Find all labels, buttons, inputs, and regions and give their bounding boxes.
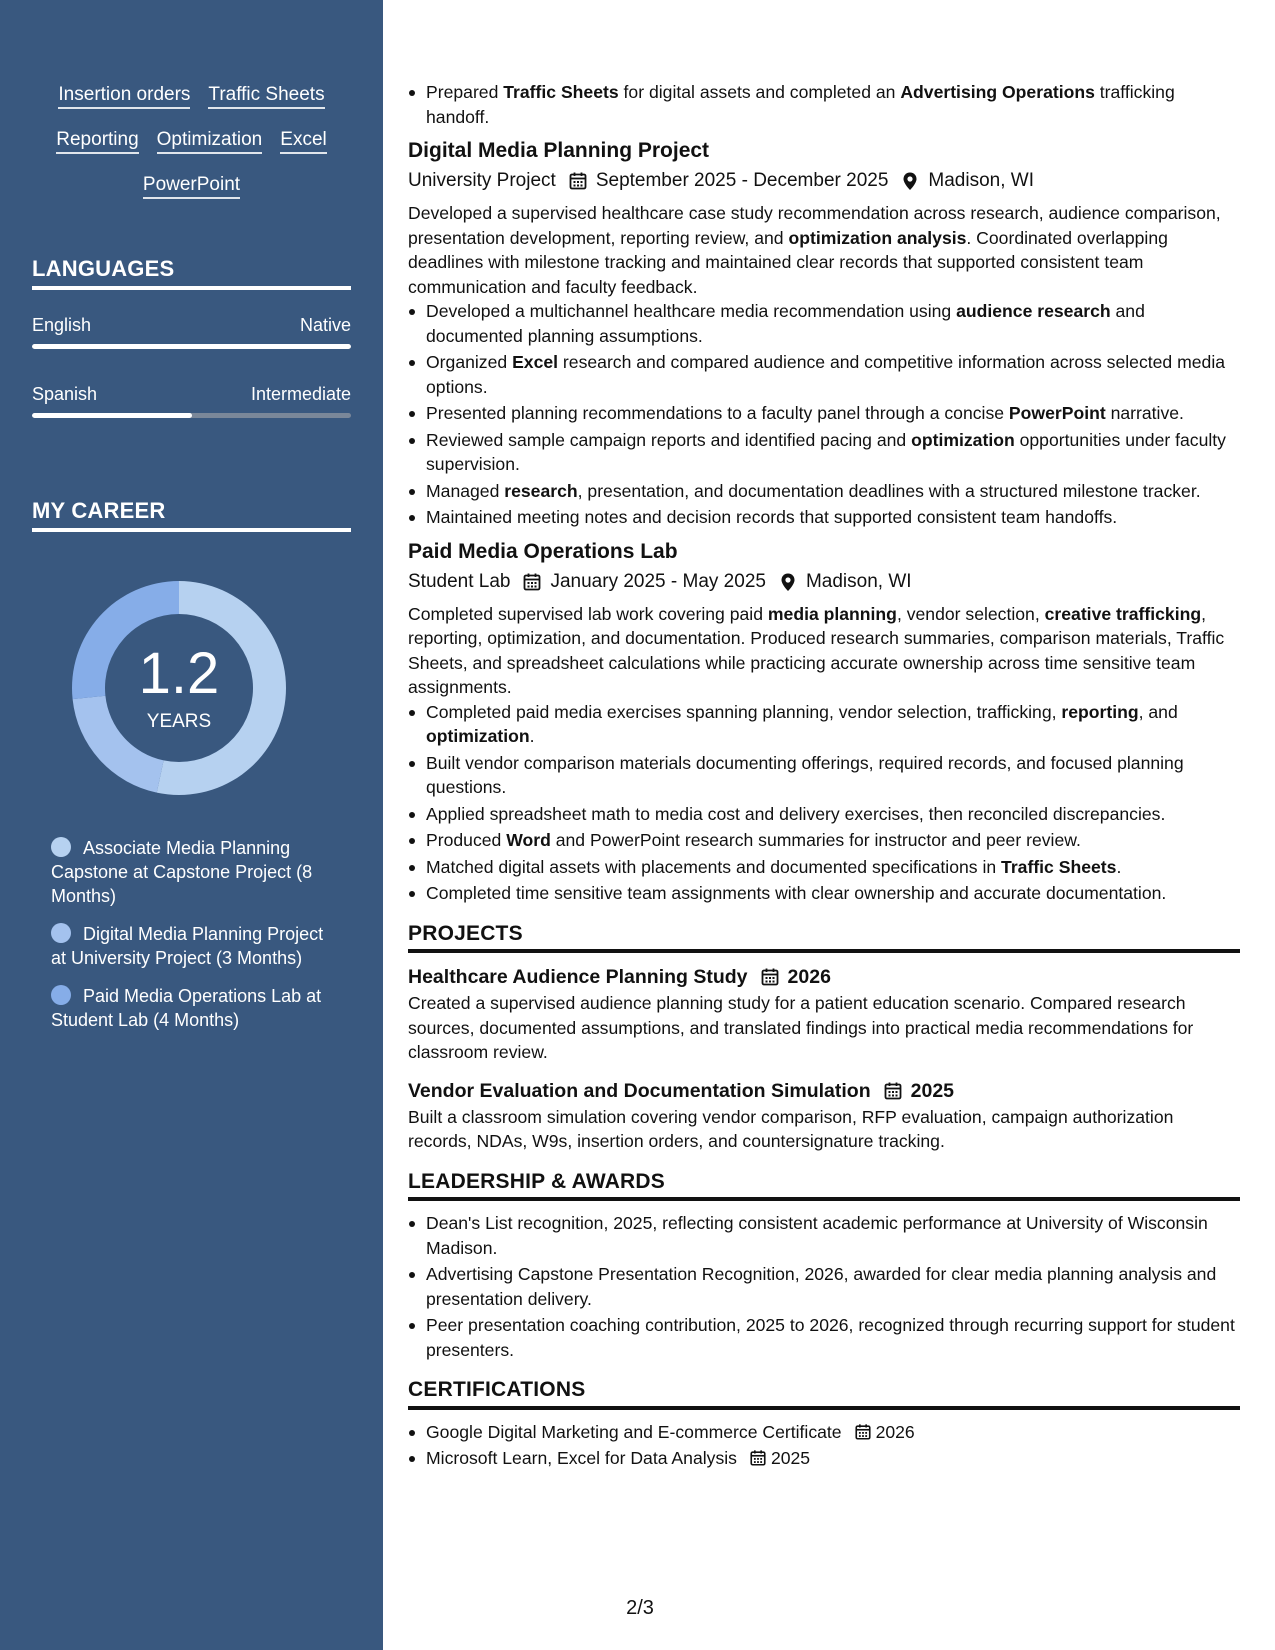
career-legend-item (51, 922, 341, 970)
calendar-icon (749, 1449, 767, 1467)
calendar-icon (760, 967, 780, 987)
award-item: Advertising Capstone Presentation Recognition, 2026, awarded for clear media planning analysis and presentation delivery. (408, 1262, 1240, 1311)
bullet-item: Prepared Traffic Sheets for digital assets and completed an Advertising Operations trafficking handoff. (408, 80, 1240, 129)
job-description: Developed a supervised healthcare case study recommendation across research, audience comparison, presentation development, reporting review, and optimization analysis. Coordinated overlapping deadlines with milestone tracking and maintained clear records that supported consistent team communication and faculty feedback. (408, 203, 1221, 297)
career-total-unit: YEARS (146, 711, 212, 732)
experience-entry (408, 538, 1240, 906)
career-legend (51, 836, 341, 1046)
job-location: Madison, WI (928, 170, 1034, 191)
language-spanish (32, 383, 351, 418)
project-year: 2026 (787, 966, 831, 988)
bullet-item: Developed a multichannel healthcare media recommendation using audience research and documented planning assumptions. (408, 299, 1240, 348)
bullet-item: Completed paid media exercises spanning planning, vendor selection, trafficking, reporting, and optimization. (408, 700, 1240, 749)
certification-name: Google Digital Marketing and E-commerce Certificate (426, 1421, 842, 1442)
career-legend-item (51, 984, 341, 1032)
languages-heading: LANGUAGES (32, 256, 351, 290)
bullet-item: Presented planning recommendations to a faculty panel through a concise PowerPoint narrative. (408, 401, 1240, 426)
job-meta (408, 568, 1240, 596)
location-pin-icon (900, 171, 920, 191)
language-level: Intermediate (250, 384, 351, 404)
skills-list (32, 84, 351, 199)
legend-dot (51, 923, 71, 943)
job-location: Madison, WI (805, 570, 912, 592)
sidebar (0, 0, 383, 1650)
certification-year: 2025 (770, 1448, 811, 1468)
bullet-item: Matched digital assets with placements and documented specifications in Traffic Sheets. (408, 855, 1240, 880)
project-description: Built a classroom simulation covering vendor comparison, RFP evaluation, campaign authorization records, NDAs, W9s, insertion orders, and countersignature tracking. (408, 1106, 1174, 1151)
career-total-value: 1.2 (138, 641, 220, 706)
language-proficiency-bar (32, 413, 351, 418)
skill-tag: PowerPoint (143, 174, 240, 199)
bullet-item: Organized Excel research and compared audience and competitive information across selected media options. (408, 350, 1240, 399)
language-proficiency-fill (32, 413, 192, 418)
calendar-icon (568, 171, 588, 191)
bullet-item: Built vendor comparison materials documenting offerings, required records, and focused planning questions. (408, 751, 1240, 800)
calendar-icon (854, 1423, 872, 1441)
skill-tag: Optimization (157, 129, 263, 154)
job-title: Paid Media Operations Lab (408, 539, 678, 563)
career-legend-label: Digital Media Planning Project at University Project (3 Months) (51, 924, 324, 968)
main-content (408, 80, 1240, 1473)
skill-tag: Reporting (56, 129, 138, 154)
job-organization: Student Lab (408, 570, 511, 592)
previous-job-bullets (408, 80, 1240, 129)
language-name: Spanish (32, 384, 98, 404)
location-pin-icon (778, 572, 798, 592)
legend-dot (51, 985, 71, 1005)
skill-tag: Traffic Sheets (208, 84, 324, 109)
job-bullets (408, 700, 1240, 906)
career-legend-item (51, 836, 341, 908)
language-proficiency-bar (32, 344, 351, 349)
page-number: 2/3 (626, 1597, 654, 1619)
project-year: 2025 (910, 1079, 955, 1102)
certification-year: 2026 (875, 1421, 915, 1442)
experience-entry (408, 137, 1240, 530)
project-description: Created a supervised audience planning study for a patient education scenario. Compared research sources, documented assumptions, and translated findings into practical media recommendations for classroom review. (408, 993, 1194, 1062)
job-title: Digital Media Planning Project (408, 139, 710, 162)
bullet-item: Produced Word and PowerPoint research summaries for instructor and peer review. (408, 828, 1240, 853)
certification-name: Microsoft Learn, Excel for Data Analysis (426, 1448, 737, 1468)
bullet-item: Applied spreadsheet math to media cost and delivery exercises, then reconciled discrepancies. (408, 802, 1240, 827)
career-legend-label: Associate Media Planning Capstone at Capstone Project (8 Months) (51, 838, 313, 906)
bullet-item: Completed time sensitive team assignments with clear ownership and accurate documentation. (408, 881, 1240, 906)
career-donut-chart (66, 575, 292, 801)
language-level: Native (299, 315, 351, 335)
project-title: Healthcare Audience Planning Study (408, 966, 748, 988)
job-organization: University Project (408, 170, 556, 191)
certifications-list (408, 1420, 1240, 1471)
bullet-item: Managed research, presentation, and documentation deadlines with a structured milestone tracker. (408, 479, 1240, 504)
legend-dot (51, 837, 71, 857)
certifications-heading: CERTIFICATIONS (408, 1378, 1240, 1410)
language-proficiency-fill (32, 344, 351, 349)
project-entry (408, 1077, 1240, 1154)
award-item: Peer presentation coaching contribution, 2025 to 2026, recognized through recurring support for student presenters. (408, 1313, 1240, 1362)
job-meta (408, 167, 1240, 195)
job-dates: September 2025 - December 2025 (595, 170, 889, 191)
skill-tag: Excel (280, 129, 326, 154)
calendar-icon (883, 1081, 903, 1101)
skill-tag: Insertion orders (58, 84, 190, 109)
bullet-item: Reviewed sample campaign reports and identified pacing and optimization opportunities under faculty supervision. (408, 428, 1240, 477)
career-legend-label: Paid Media Operations Lab at Student Lab (4 Months) (51, 986, 322, 1030)
career-heading: MY CAREER (32, 498, 351, 532)
award-item: Dean's List recognition, 2025, reflecting consistent academic performance at University of Wisconsin Madison. (408, 1211, 1240, 1260)
calendar-icon (522, 572, 542, 592)
job-description: Completed supervised lab work covering paid media planning, vendor selection, creative trafficking, reporting, optimization, and documentation. Produced research summaries, comparison materials, Traffic Sheets, and spreadsheet calculations while practicing accurate ownership across time sensitive team assignments. (408, 603, 1225, 697)
language-name: English (32, 315, 92, 335)
job-bullets (408, 299, 1240, 530)
certification-item (408, 1420, 1240, 1445)
projects-heading: PROJECTS (408, 922, 1240, 954)
certification-item (408, 1446, 1240, 1471)
bullet-item: Maintained meeting notes and decision records that supported consistent team handoffs. (408, 505, 1240, 530)
awards-list (408, 1211, 1240, 1362)
language-english (32, 314, 351, 349)
project-entry (408, 963, 1240, 1065)
awards-heading: LEADERSHIP & AWARDS (408, 1170, 1240, 1202)
project-title: Vendor Evaluation and Documentation Simulation (408, 1079, 871, 1102)
job-dates: January 2025 - May 2025 (550, 570, 766, 592)
